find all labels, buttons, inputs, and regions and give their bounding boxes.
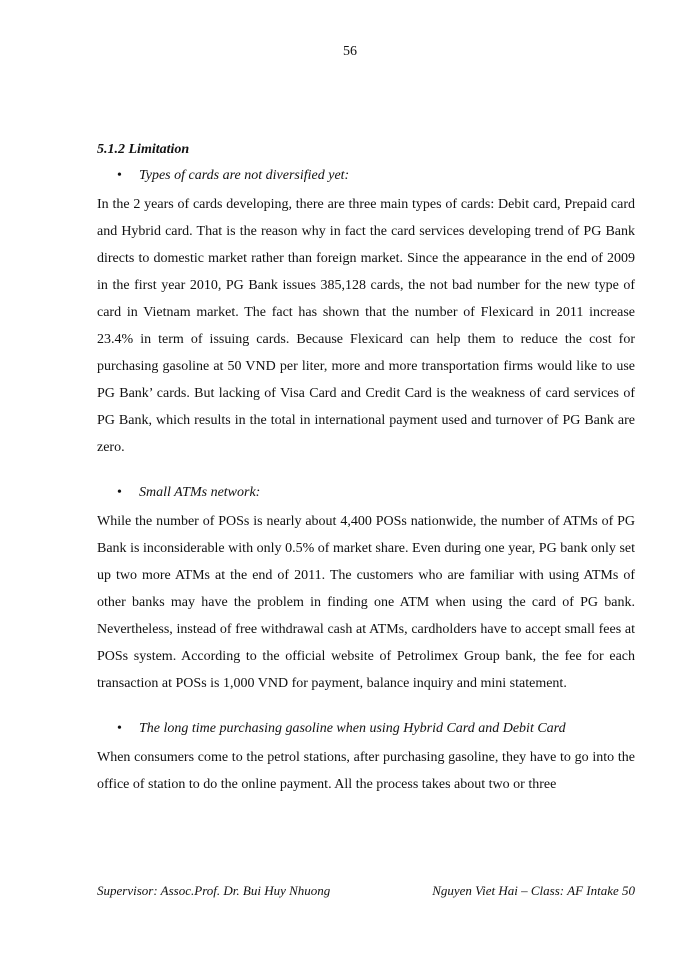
paragraph-purchasing-time: When consumers come to the petrol stations, after purchasing gasoline, they have to go into the office of station to do the online payment. All the process takes about two or three [97, 750, 635, 792]
bullet-item-card-types [97, 166, 635, 186]
paragraph-card-types: In the 2 years of cards developing, there are three main types of cards: Debit card, Prepaid card and Hybrid card. That is the reason why in fact the card services developing trend of PG Bank directs to domestic market rather than foreign market. Since the appearance in the end of 2009 in the first year 2010, PG Bank issues 385,128 cards, the not bad number for the new type of card in Vietnam market. The fact has shown that the number of Flexicard in 2011 increase 23.4% in term of issuing cards. Because Flexicard can help them to reduce the cost for purchasing gasoline at 50 VND per liter, more and more transportation firms would like to use PG Bank’ cards. But lacking of Visa Card and Credit Card is the weakness of card services of PG Bank, which results in the total in international payment used and turnover of PG Bank are zero. [97, 197, 635, 455]
footer-supervisor: Supervisor: Assoc.Prof. Dr. Bui Huy Nhuong [97, 883, 331, 898]
bullet-dot-icon: • [117, 721, 122, 736]
bullet-label: Types of cards are not diversified yet: [139, 168, 350, 183]
paragraph-atm-network: While the number of POSs is nearly about 4,400 POSs nationwide, the number of ATMs of PG Bank is inconsiderable with only 0.5% of market share. Even during one year, PG bank only set up two more ATMs at the end of 2011. The customers who are familiar with using ATMs of other banks may have the problem in finding one ATM when using the card of PG bank. Nevertheless, instead of free withdrawal cash at ATMs, cardholders have to accept small fees at POSs system. According to the official website of Petrolimex Group bank, the fee for each transaction at POSs is 1,000 VND for payment, balance inquiry and mini statement. [97, 514, 635, 691]
bullet-dot-icon: • [117, 485, 122, 500]
page-footer [97, 883, 635, 899]
footer-author: Nguyen Viet Hai – Class: AF Intake 50 [432, 883, 635, 898]
bullet-item-atm-network [97, 483, 635, 503]
section-heading: 5.1.2 Limitation [97, 142, 190, 157]
page-number: 56 [343, 44, 357, 59]
bullet-item-purchasing-time [97, 719, 635, 739]
bullet-label: Small ATMs network: [139, 485, 261, 500]
bullet-label: The long time purchasing gasoline when using Hybrid Card and Debit Card [139, 721, 566, 736]
document-body [97, 140, 635, 798]
bullet-dot-icon: • [117, 168, 122, 183]
